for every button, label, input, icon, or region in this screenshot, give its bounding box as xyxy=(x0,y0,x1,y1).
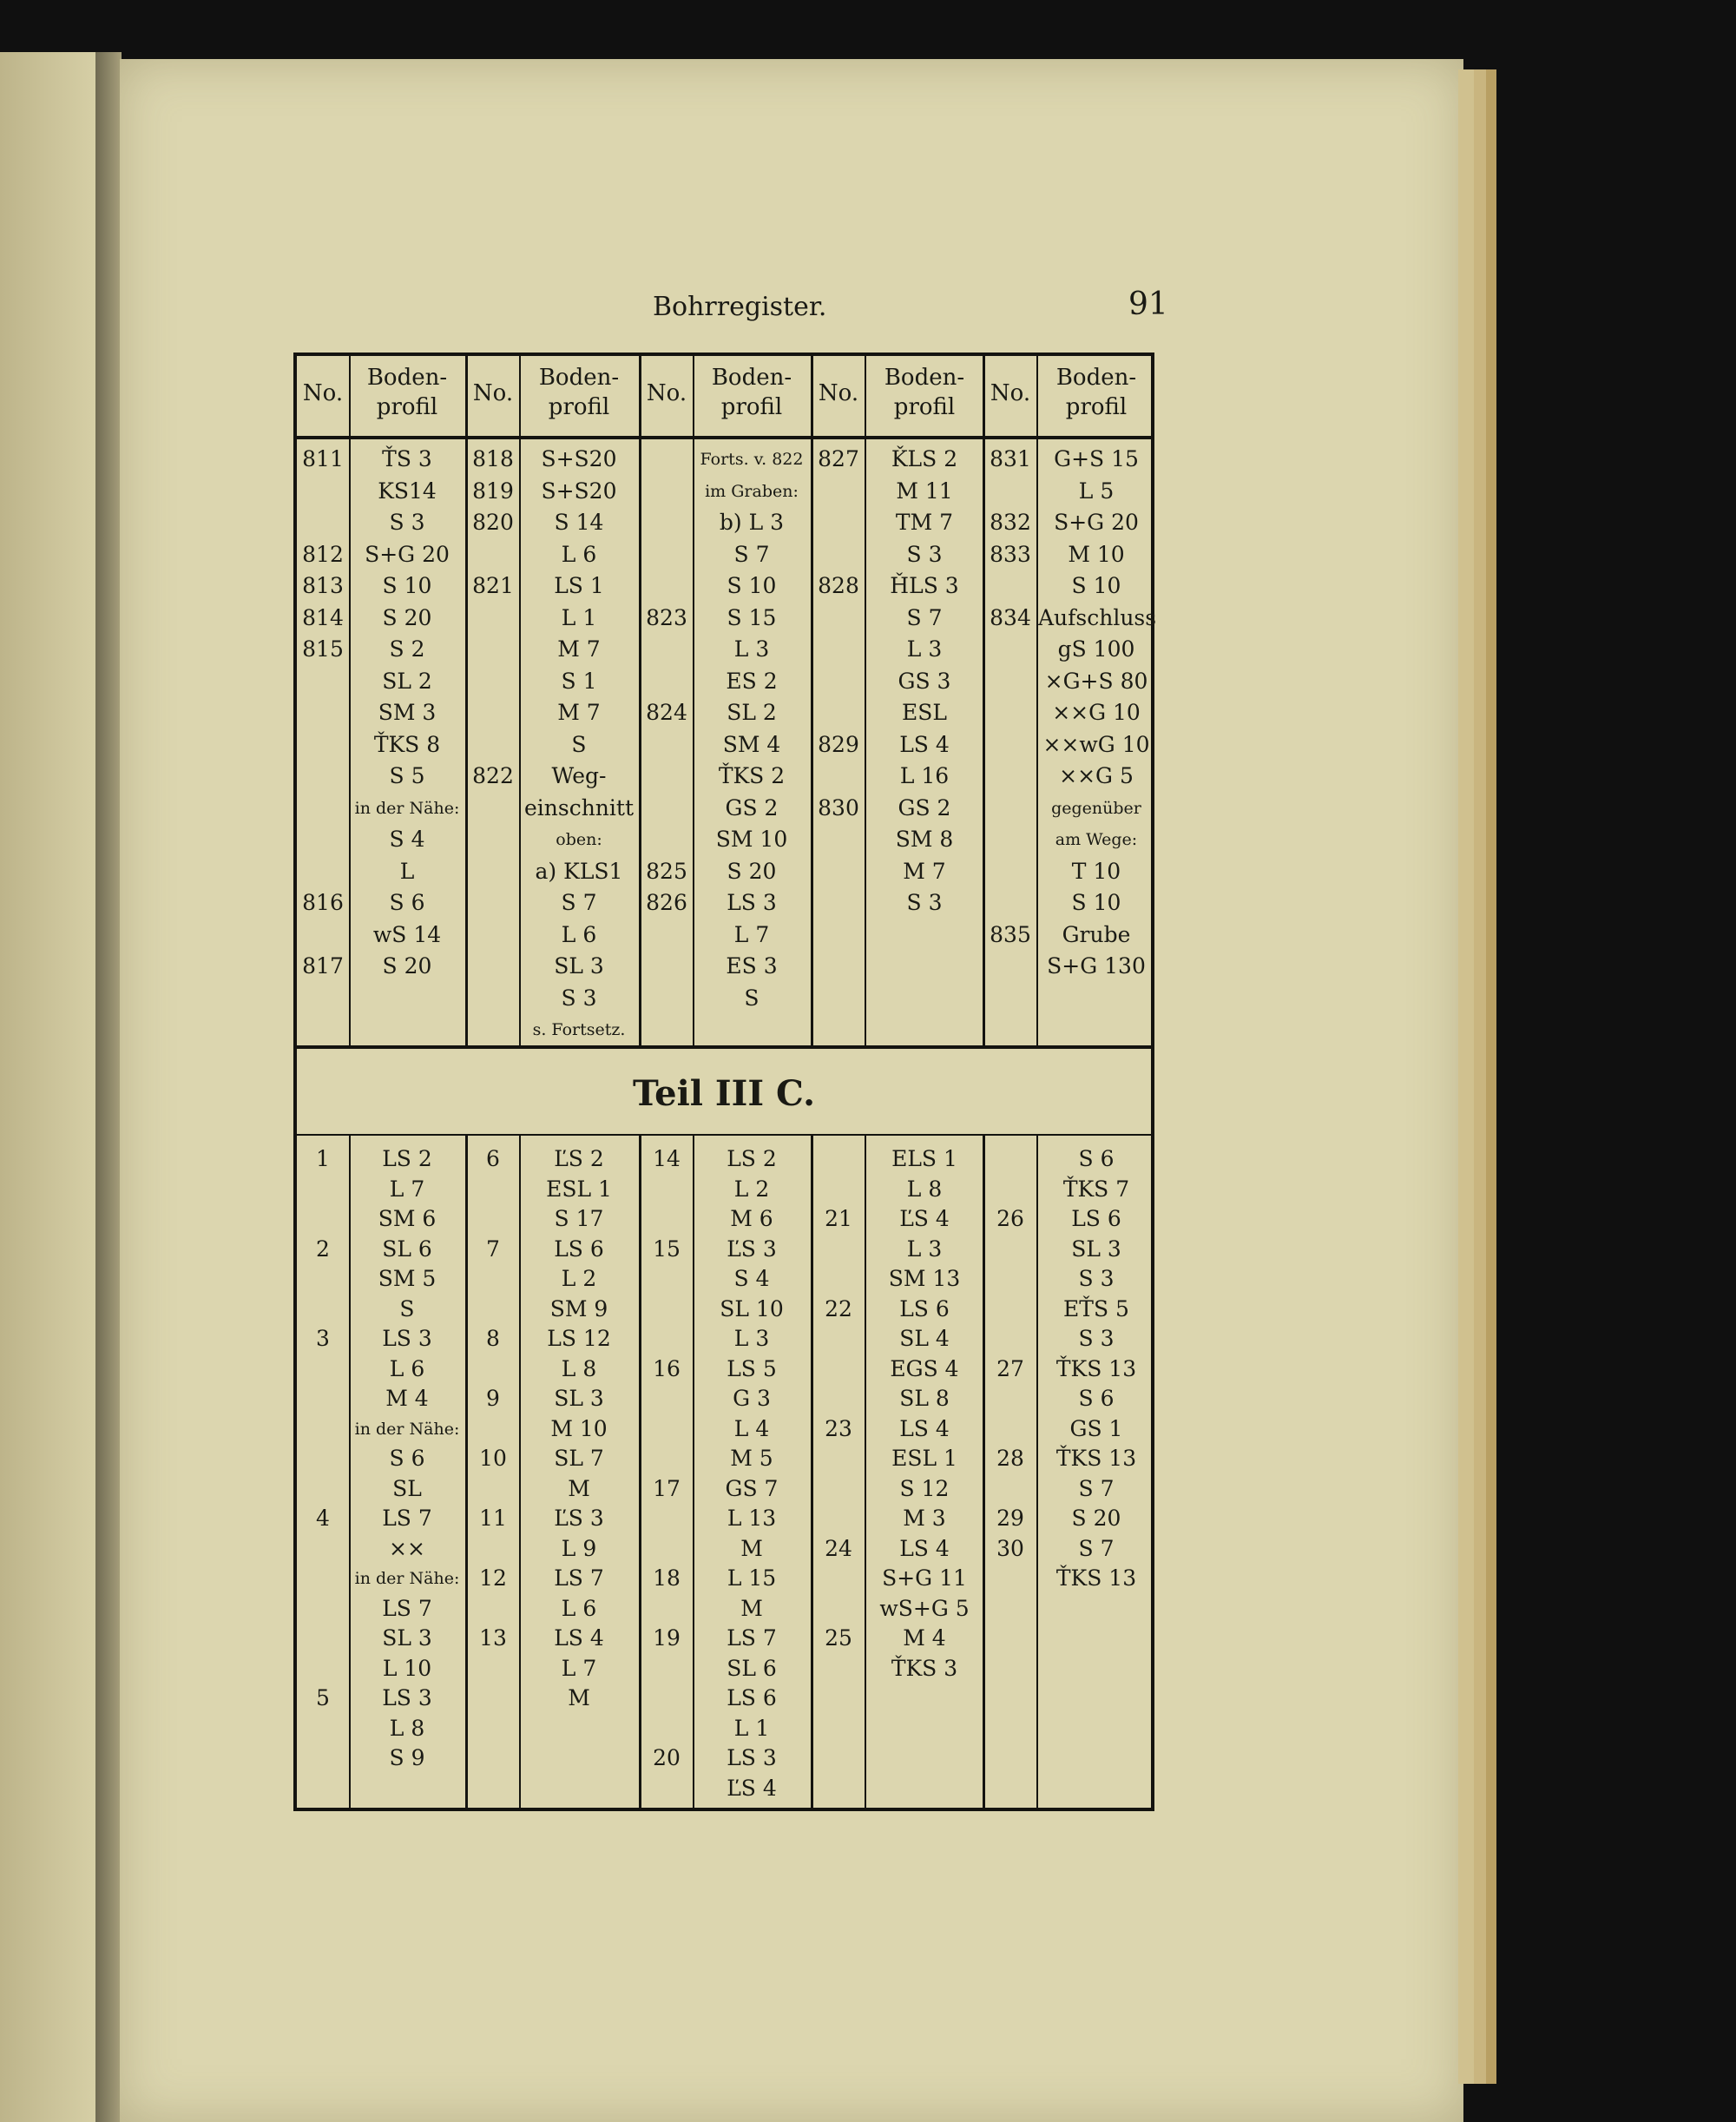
bohr-profile: M 3 xyxy=(903,1506,946,1531)
bohr-number: 813 xyxy=(302,573,344,598)
bohr-number: 14 xyxy=(653,1146,681,1171)
bohr-profile: M 4 xyxy=(385,1386,429,1411)
bohr-number: 5 xyxy=(316,1685,330,1710)
bohr-number: 814 xyxy=(302,604,344,630)
bohr-number: 828 xyxy=(818,573,859,598)
bohr-profile: M xyxy=(740,1595,763,1621)
bohr-number: 6 xyxy=(486,1146,500,1171)
bohr-profile: S+G 11 xyxy=(882,1565,967,1591)
bohr-profile: S+G 130 xyxy=(1047,953,1146,979)
header-profile-3: Boden-profil xyxy=(711,365,792,420)
bohr-profile: ĽS 3 xyxy=(727,1236,777,1262)
bohr-profile: S 3 xyxy=(906,890,943,915)
bohr-number: 827 xyxy=(818,446,859,471)
bohr-number: 829 xyxy=(818,731,859,757)
bohr-profile: Forts. v. 822 xyxy=(700,450,804,469)
bohr-profile: S 2 xyxy=(389,636,425,662)
bohr-profile: gS 100 xyxy=(1057,636,1135,662)
bohr-profile: G+S 15 xyxy=(1054,446,1139,471)
bohr-profile: ŤKS 13 xyxy=(1055,1355,1137,1381)
bohr-profile: M xyxy=(740,1535,763,1561)
bohr-profile: M 6 xyxy=(730,1206,773,1231)
bohr-profile: S 7 xyxy=(561,890,597,915)
bohr-profile: S 9 xyxy=(389,1745,425,1770)
bohr-profile: L 9 xyxy=(561,1535,597,1561)
bohr-number: 817 xyxy=(302,953,344,979)
bohr-profile: LS 1 xyxy=(554,573,604,598)
bohr-profile: SM 13 xyxy=(888,1266,961,1291)
bohr-profile: ŤKS 13 xyxy=(1055,1565,1137,1591)
bohr-number: 819 xyxy=(472,478,514,504)
bohr-profile: ES 3 xyxy=(726,953,778,979)
bohr-profile: LS 2 xyxy=(382,1146,432,1171)
bohr-profile: M xyxy=(568,1475,590,1501)
bohr-number: 27 xyxy=(996,1355,1024,1381)
bohr-number: 25 xyxy=(825,1625,852,1651)
section-rule-top xyxy=(297,1045,1151,1049)
bohr-profile: einschnitt xyxy=(523,794,634,820)
bohr-profile: GS 1 xyxy=(1069,1415,1123,1441)
bohr-number: 833 xyxy=(990,541,1031,567)
bohr-profile: SM 8 xyxy=(895,827,954,852)
bohr-profile: S 17 xyxy=(554,1206,604,1231)
bohr-profile: ŤKS 7 xyxy=(1062,1176,1130,1202)
bohr-number: 812 xyxy=(302,541,344,567)
bohr-profile: S 3 xyxy=(389,510,425,535)
bohr-profile: SM 5 xyxy=(378,1266,437,1291)
bohr-profile: SM 3 xyxy=(378,700,437,725)
bohr-profile: ĽS 4 xyxy=(727,1775,777,1801)
bohr-number: 9 xyxy=(486,1386,500,1411)
bohr-profile: SL 4 xyxy=(899,1326,950,1351)
bohr-profile: T 10 xyxy=(1071,858,1121,884)
bohr-number: 3 xyxy=(316,1326,330,1351)
bohr-profile: ȞLS 3 xyxy=(890,573,959,598)
bohr-profile: S 4 xyxy=(733,1266,770,1291)
bohr-profile: LS 7 xyxy=(382,1595,432,1621)
bohr-profile: S 10 xyxy=(727,573,777,598)
bohr-number: 824 xyxy=(646,700,687,725)
bohr-profile: ĽS 3 xyxy=(554,1506,604,1531)
page-edges xyxy=(1486,69,1496,2084)
bohr-profile: S 1 xyxy=(561,668,597,694)
bohr-profile: EŤS 5 xyxy=(1063,1295,1129,1321)
section-rule-bottom xyxy=(297,1134,1151,1136)
bohr-number: 21 xyxy=(825,1206,852,1231)
bohr-profile: ×× xyxy=(389,1535,425,1561)
bohr-number: 16 xyxy=(653,1355,681,1381)
bohr-profile: L 7 xyxy=(733,921,770,947)
bohr-profile: am Wege: xyxy=(1055,830,1138,849)
bohr-profile: ŤS 3 xyxy=(382,446,432,471)
bohr-profile: gegenüber xyxy=(1051,798,1141,818)
bohr-profile: M 11 xyxy=(896,478,953,504)
bohr-profile: SL 6 xyxy=(382,1236,432,1262)
bohr-profile: TM 7 xyxy=(895,510,954,535)
bohr-profile: in der Nähe: xyxy=(354,1569,460,1588)
bohr-profile: M 10 xyxy=(1068,541,1125,567)
bohr-number: 834 xyxy=(990,604,1031,630)
bohr-number: 12 xyxy=(479,1565,507,1591)
bohr-profile: SL 8 xyxy=(899,1386,950,1411)
bohr-profile: b) L 3 xyxy=(719,510,785,535)
bohr-profile: S+S20 xyxy=(541,478,617,504)
bohr-number: 811 xyxy=(302,446,344,471)
header-profile-1: Boden-profil xyxy=(366,365,448,420)
bohr-profile: LS 7 xyxy=(554,1565,604,1591)
bohr-profile: LS 4 xyxy=(899,731,950,757)
running-head: Bohrregister. xyxy=(653,292,827,322)
bohr-profile: SM 9 xyxy=(549,1295,608,1321)
bohr-profile: L 13 xyxy=(727,1506,777,1531)
bohr-table xyxy=(293,353,1157,1811)
bohr-profile: L 6 xyxy=(389,1355,425,1381)
bohr-profile: G 3 xyxy=(733,1386,771,1411)
bohr-profile: LS 6 xyxy=(1071,1206,1121,1231)
bohr-profile: LS 6 xyxy=(554,1236,604,1262)
bohr-profile: M 4 xyxy=(903,1625,946,1651)
bohr-profile: GS 2 xyxy=(725,794,779,820)
bohr-profile: S+G 20 xyxy=(365,541,450,567)
bohr-profile: LS 4 xyxy=(899,1535,950,1561)
bohr-number: 821 xyxy=(472,573,514,598)
bohr-profile: S xyxy=(399,1295,415,1321)
bohr-number: 830 xyxy=(818,794,859,820)
bohr-profile: im Graben: xyxy=(705,481,799,501)
bohr-profile: LS 4 xyxy=(554,1625,604,1651)
bohr-profile: ŤKS 3 xyxy=(891,1655,958,1681)
bohr-number: 29 xyxy=(996,1506,1024,1531)
bohr-profile: S 3 xyxy=(906,541,943,567)
bohr-profile: S 6 xyxy=(1078,1386,1115,1411)
bohr-profile: L xyxy=(399,858,415,884)
bohr-profile: GS 7 xyxy=(725,1475,779,1501)
bohr-profile: S 7 xyxy=(906,604,943,630)
bohr-profile: wS+G 5 xyxy=(879,1595,970,1621)
bohr-number: 26 xyxy=(996,1206,1024,1231)
header-profile-2: Boden-profil xyxy=(538,365,620,420)
bohr-profile: LS 6 xyxy=(899,1295,950,1321)
bohr-profile: S+G 20 xyxy=(1054,510,1139,535)
bohr-number: 15 xyxy=(653,1236,681,1262)
page-edges xyxy=(1474,69,1486,2084)
bohr-number: 20 xyxy=(653,1745,681,1770)
bohr-profile: S 4 xyxy=(389,827,425,852)
bohr-profile: L 16 xyxy=(899,763,950,788)
bohr-profile: SL 3 xyxy=(1071,1236,1121,1262)
bohr-profile: ELS 1 xyxy=(891,1146,957,1171)
bohr-profile: SL 7 xyxy=(554,1446,604,1471)
bohr-number: 24 xyxy=(825,1535,852,1561)
bohr-profile: L 6 xyxy=(561,541,597,567)
bohr-profile: L 1 xyxy=(733,1715,770,1741)
bohr-profile: ES 2 xyxy=(726,668,778,694)
bohr-profile: L 3 xyxy=(906,1236,943,1262)
header-no-4: No. xyxy=(818,380,859,406)
bohr-profile: S 7 xyxy=(1078,1475,1115,1501)
bohr-profile: S 20 xyxy=(1071,1506,1121,1531)
page-edges xyxy=(1458,69,1474,2084)
bohr-profile: S 6 xyxy=(389,1446,425,1471)
bohr-profile: M 10 xyxy=(550,1415,608,1441)
bohr-profile: SL 3 xyxy=(554,1386,604,1411)
bohr-profile: L 3 xyxy=(906,636,943,662)
bohr-profile: GS 3 xyxy=(898,668,951,694)
bohr-profile: L 5 xyxy=(1078,478,1115,504)
bohr-profile: S xyxy=(571,731,587,757)
bohr-profile: L 10 xyxy=(382,1655,432,1681)
bohr-profile: M 7 xyxy=(557,636,601,662)
bohr-number: 13 xyxy=(479,1625,507,1651)
bohr-profile: M 7 xyxy=(903,858,946,884)
bohr-profile: ××wG 10 xyxy=(1042,731,1150,757)
header-no-1: No. xyxy=(302,380,344,406)
bohr-profile: S 6 xyxy=(1078,1146,1115,1171)
bohr-profile: LS 7 xyxy=(382,1506,432,1531)
bohr-number: 831 xyxy=(990,446,1031,471)
bohr-profile: in der Nähe: xyxy=(354,798,460,818)
bohr-profile: S 20 xyxy=(382,953,432,979)
bohr-number: 1 xyxy=(316,1146,330,1171)
bohr-number: 4 xyxy=(316,1506,330,1531)
bohr-number: 822 xyxy=(472,763,514,788)
bohr-profile: a) KLS1 xyxy=(535,858,623,884)
bohr-profile: SL 2 xyxy=(382,668,432,694)
bohr-profile: S 3 xyxy=(561,985,597,1011)
bohr-profile: L 15 xyxy=(727,1565,777,1591)
bohr-profile: oben: xyxy=(556,830,602,849)
bohr-profile: S 20 xyxy=(382,604,432,630)
bohr-profile: Grube xyxy=(1062,921,1131,947)
bohr-profile: KS14 xyxy=(378,478,437,504)
bohr-profile: L 1 xyxy=(561,604,597,630)
header-profile-5: Boden-profil xyxy=(1055,365,1137,420)
bohr-profile: ĽS 2 xyxy=(554,1146,604,1171)
book-gutter xyxy=(95,52,122,2122)
bohr-profile: LS 4 xyxy=(899,1415,950,1441)
bohr-profile: S xyxy=(744,985,760,1011)
bohr-profile: S 10 xyxy=(382,573,432,598)
bohr-profile: S 10 xyxy=(1071,890,1121,915)
bohr-profile: S 14 xyxy=(554,510,604,535)
bohr-profile: in der Nähe: xyxy=(354,1419,460,1439)
bohr-profile: ESL 1 xyxy=(891,1446,957,1471)
section-title: Teil III C. xyxy=(632,1073,816,1114)
bohr-profile: LS 6 xyxy=(727,1685,777,1710)
bohr-profile: LS 2 xyxy=(727,1146,777,1171)
bohr-number: 820 xyxy=(472,510,514,535)
bohr-profile: LS 3 xyxy=(727,1745,777,1770)
bohr-profile: ESL xyxy=(902,700,947,725)
bohr-profile: LS 7 xyxy=(727,1625,777,1651)
bohr-profile: L 8 xyxy=(906,1176,943,1202)
bohr-profile: SM 6 xyxy=(378,1206,437,1231)
bohr-profile: ×G+S 80 xyxy=(1044,668,1148,694)
bohr-profile: ǨLS 2 xyxy=(891,446,958,471)
bohr-profile: S 20 xyxy=(727,858,777,884)
left-page-edge xyxy=(0,52,95,2122)
bohr-number: 11 xyxy=(479,1506,507,1531)
bohr-number: 17 xyxy=(653,1475,681,1501)
bohr-profile: L 2 xyxy=(561,1266,597,1291)
bohr-profile: L 7 xyxy=(389,1176,425,1202)
bohr-number: 22 xyxy=(825,1295,852,1321)
bohr-profile: L 6 xyxy=(561,921,597,947)
bohr-profile: M 7 xyxy=(557,700,601,725)
bohr-profile: ××G 10 xyxy=(1052,700,1141,725)
bohr-number: 2 xyxy=(316,1236,330,1262)
bohr-number: 825 xyxy=(646,858,687,884)
bohr-profile: S 15 xyxy=(727,604,777,630)
bohr-profile: LS 3 xyxy=(382,1685,432,1710)
bohr-profile: L 3 xyxy=(733,636,770,662)
bohr-number: 835 xyxy=(990,921,1031,947)
bohr-number: 18 xyxy=(653,1565,681,1591)
bohr-profile: ESL 1 xyxy=(546,1176,612,1202)
header-no-5: No. xyxy=(990,380,1031,406)
bohr-profile: ××G 5 xyxy=(1059,763,1134,788)
bohr-number: 826 xyxy=(646,890,687,915)
bohr-profile: SL 10 xyxy=(720,1295,784,1321)
bohr-profile: LS 3 xyxy=(382,1326,432,1351)
bohr-profile: L 8 xyxy=(561,1355,597,1381)
bohr-profile: S 7 xyxy=(733,541,770,567)
bohr-profile: L 3 xyxy=(733,1326,770,1351)
bohr-profile: SL 2 xyxy=(727,700,777,725)
bohr-number: 8 xyxy=(486,1326,500,1351)
header-no-2: No. xyxy=(472,380,514,406)
bohr-profile: L 4 xyxy=(733,1415,770,1441)
bohr-profile: S 7 xyxy=(1078,1535,1115,1561)
bohr-number: 19 xyxy=(653,1625,681,1651)
bohr-profile: LS 5 xyxy=(727,1355,777,1381)
column-rule xyxy=(983,1136,985,1808)
bohr-profile: LS 3 xyxy=(727,890,777,915)
bohr-profile: SL 6 xyxy=(727,1655,777,1681)
bohr-profile: M xyxy=(568,1685,590,1710)
bohr-profile: LS 12 xyxy=(547,1326,611,1351)
bohr-profile: SL 3 xyxy=(554,953,604,979)
bohr-number: 23 xyxy=(825,1415,852,1441)
column-rule xyxy=(811,1136,813,1808)
bohr-profile: Aufschluss xyxy=(1038,604,1157,630)
bohr-number: 815 xyxy=(302,636,344,662)
bohr-profile: wS 14 xyxy=(372,921,442,947)
bohr-profile: L 6 xyxy=(561,1595,597,1621)
bohr-profile: SM 4 xyxy=(722,731,781,757)
bohr-number: 28 xyxy=(996,1446,1024,1471)
header-rule xyxy=(297,436,1151,439)
bohr-profile: s. Fortsetz. xyxy=(532,1020,626,1039)
bohr-profile: ŤKS 13 xyxy=(1055,1446,1137,1471)
bohr-number: 823 xyxy=(646,604,687,630)
header-no-3: No. xyxy=(646,380,687,406)
bohr-profile: SL 3 xyxy=(382,1625,432,1651)
bohr-profile: SM 10 xyxy=(715,827,788,852)
bohr-profile: ĽS 4 xyxy=(899,1206,950,1231)
bohr-number: 10 xyxy=(479,1446,507,1471)
bohr-number: 30 xyxy=(996,1535,1024,1561)
bohr-profile: S 3 xyxy=(1078,1266,1115,1291)
bohr-profile: ŤKS 8 xyxy=(373,731,441,757)
bohr-profile: S+S20 xyxy=(541,446,617,471)
bohr-profile: GS 2 xyxy=(898,794,951,820)
bohr-number: 816 xyxy=(302,890,344,915)
bohr-number: 832 xyxy=(990,510,1031,535)
bohr-profile: L 7 xyxy=(561,1655,597,1681)
bohr-profile: L 2 xyxy=(733,1176,770,1202)
bohr-profile: S 12 xyxy=(899,1475,950,1501)
bohr-profile: S 10 xyxy=(1071,573,1121,598)
header-profile-4: Boden-profil xyxy=(884,365,965,420)
bohr-profile: ŤKS 2 xyxy=(718,763,786,788)
bohr-number: 7 xyxy=(486,1236,500,1262)
bohr-profile: L 8 xyxy=(389,1715,425,1741)
bohr-profile: S 3 xyxy=(1078,1326,1115,1351)
bohr-number: 818 xyxy=(472,446,514,471)
bohr-profile: Weg- xyxy=(551,763,607,788)
page-number: 91 xyxy=(1128,287,1168,322)
bohr-profile: S 6 xyxy=(389,890,425,915)
bohr-profile: SL xyxy=(392,1475,422,1501)
bohr-profile: EGS 4 xyxy=(890,1355,959,1381)
bohr-profile: M 5 xyxy=(730,1446,773,1471)
bohr-profile: S 5 xyxy=(389,763,425,788)
